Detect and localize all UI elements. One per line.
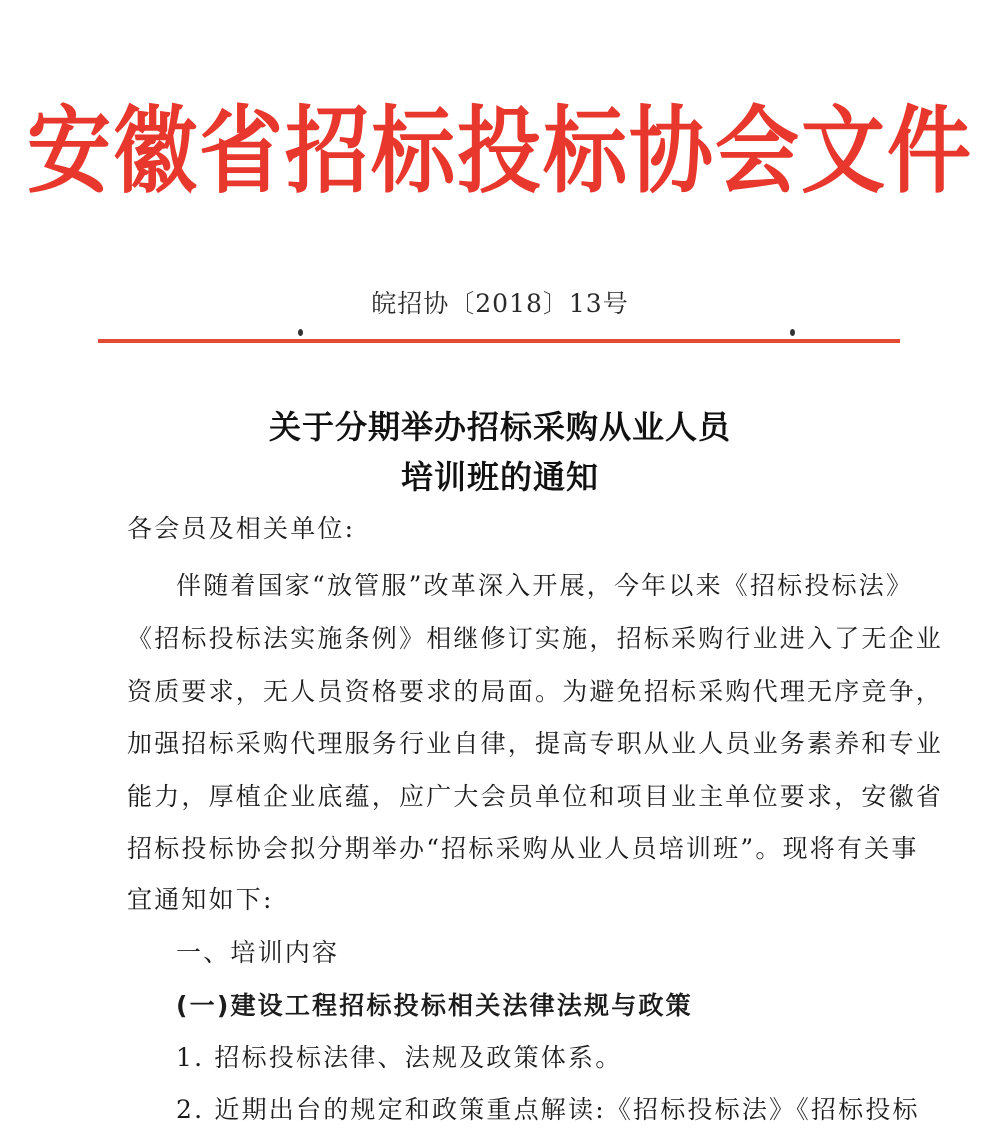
paragraph-line: 能力，厚植企业底蕴，应广大会员单位和项目业主单位要求，安徽省 [127,782,944,811]
paragraph-line: 招标投标协会拟分期举办“招标采购从业人员培训班”。现将有关事 [127,834,919,863]
paragraph-line: 宜通知如下: [127,885,274,914]
salutation: 各会员及相关单位: [127,514,356,543]
paragraph-line: 资质要求，无人员资格要求的局面。为避免招标采购代理无序竞争， [127,677,944,706]
list-item: 2. 近期出台的规定和政策重点解读:《招标投标法》《招标投标 [176,1095,920,1124]
document-number: 皖招协〔2018〕13号 [371,289,629,318]
notice-title-line-2: 培训班的通知 [400,458,599,496]
paragraph-line: 加强招标采购代理服务行业自律，提高专职从业人员业务素养和专业 [127,729,944,758]
list-item: 1. 招标投标法律、法规及政策体系。 [176,1043,623,1072]
subsection-heading: (一)建设工程招标投标相关法律法规与政策 [176,991,693,1020]
rule-dot-right [790,329,795,336]
paragraph-line: 伴随着国家“放管服”改革深入开展，今年以来《招标投标法》 [176,571,914,600]
section-heading: 一、培训内容 [176,938,340,967]
red-separator-line [98,339,900,343]
masthead-title: 安徽省招标投标协会文件 [26,95,973,206]
rule-dot-left [298,329,303,336]
paragraph-line: 《招标投标法实施条例》相继修订实施，招标采购行业进入了无企业 [127,624,944,653]
notice-title-line-1: 关于分期举办招标采购从业人员 [268,408,731,446]
